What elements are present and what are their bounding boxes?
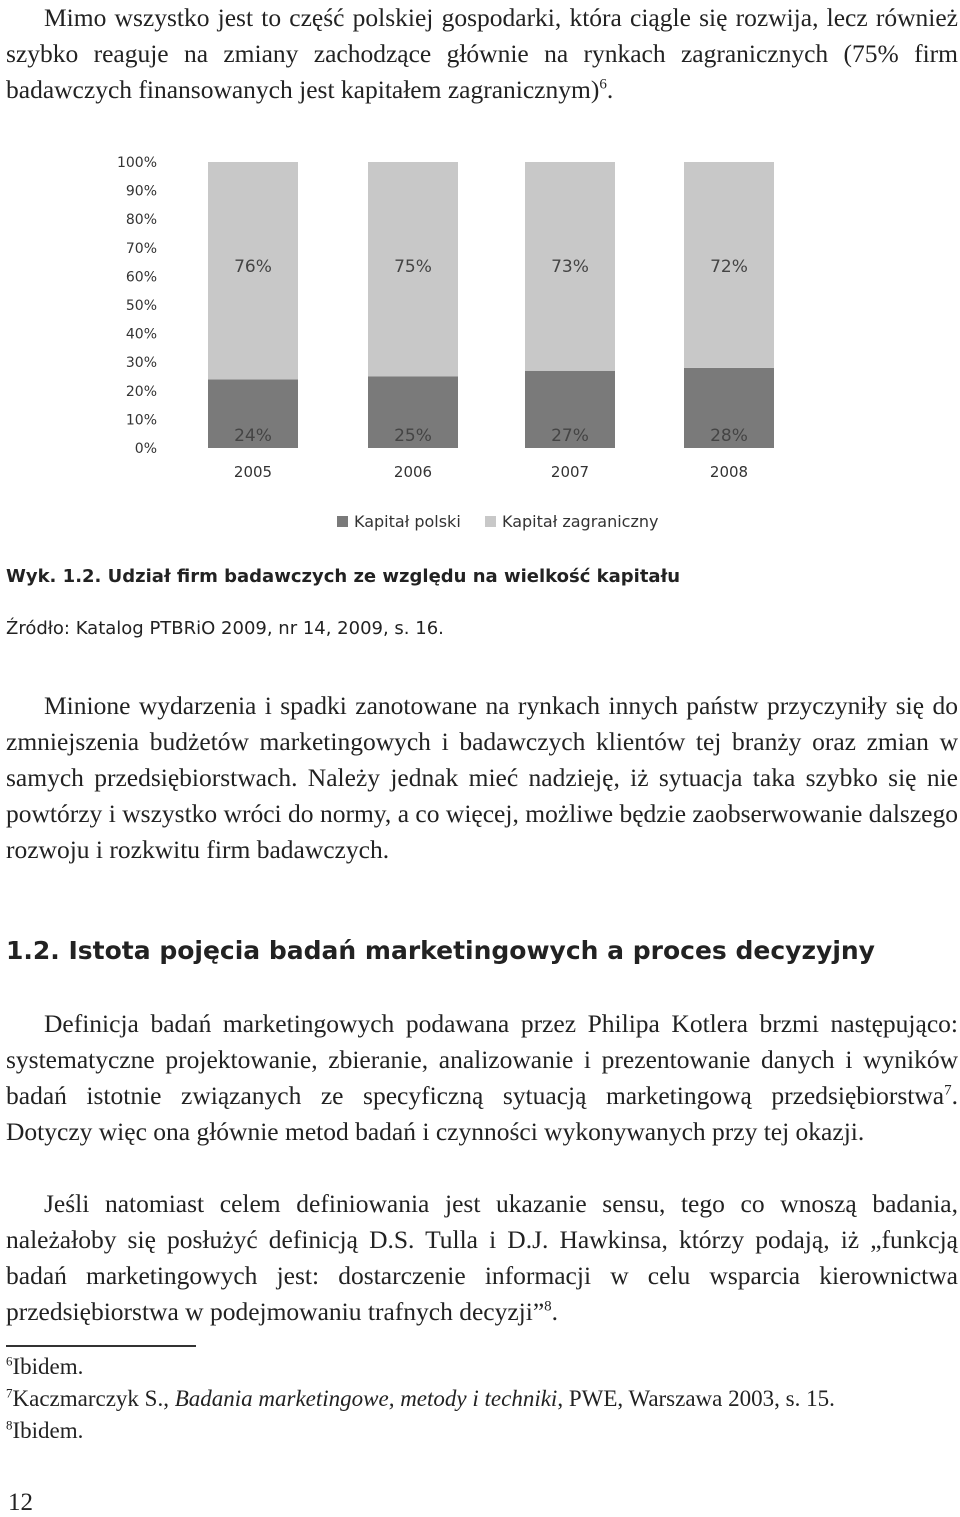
footnote-8 bbox=[6, 1418, 83, 1444]
y-tick-label: 90% bbox=[125, 183, 157, 200]
paragraph-intro-end: . bbox=[606, 75, 614, 104]
y-tick-label: 0% bbox=[134, 441, 157, 457]
y-tick-label: 60% bbox=[125, 269, 157, 286]
paragraph-definition-text: Definicja badań marketingowych podawana przez Philipa Kotlera brzmi następująco: systematyczne projektowanie, zbieranie, analizowanie i prezentowanie danych i wyników badań istotnie związanych ze specyficzną sytuacją marketingową przedsiębiorstwa bbox=[6, 1009, 958, 1110]
bars-group bbox=[208, 162, 774, 448]
data-label: 75% bbox=[394, 257, 432, 277]
x-tick-label: 2008 bbox=[709, 463, 749, 481]
y-axis bbox=[117, 155, 157, 457]
footnote-text: Ibidem. bbox=[12, 1354, 84, 1379]
legend-label: Kapitał polski bbox=[354, 512, 461, 531]
paragraph-events bbox=[6, 688, 958, 868]
chart-legend bbox=[337, 512, 658, 531]
data-label: 28% bbox=[710, 426, 748, 446]
footnote-number: 7 bbox=[6, 1385, 13, 1401]
figure-source: Źródło: Katalog PTBRiO 2009, nr 14, 2009, s. 16. bbox=[6, 618, 444, 639]
page-number: 12 bbox=[8, 1489, 33, 1516]
paragraph-events-text: Minione wydarzenia i spadki zanotowane na rynkach innych państw przyczyniły się do zmniejszenia budżetów marketingowych i badawczych klientów tej branży oraz zmian w samych przedsiębiorstwach. Należy jednak mieć nadzieję, iż sytuacja taka szybko się nie powtórzy i wszystko wróci do normy, a co więcej, możliwe będzie zaobserwowanie dalszego rozwoju i rozkwitu firm badawczych. bbox=[6, 691, 958, 864]
y-tick-label: 80% bbox=[125, 212, 157, 229]
paragraph-intro bbox=[6, 0, 958, 108]
footnote-6 bbox=[6, 1354, 83, 1380]
data-label: 72% bbox=[710, 257, 748, 277]
footnote-publisher: , PWE, Warszawa 2003, s. 15. bbox=[557, 1386, 835, 1411]
footnote-ref-8: 8 bbox=[544, 1298, 552, 1315]
footnote-ref-7: 7 bbox=[944, 1082, 952, 1099]
footnote-text: Kaczmarczyk S., bbox=[12, 1386, 175, 1411]
data-label: 25% bbox=[394, 426, 432, 446]
footnote-7 bbox=[6, 1386, 835, 1412]
footnote-ref-6: 6 bbox=[599, 76, 607, 93]
data-label: 73% bbox=[551, 257, 589, 277]
x-tick-label: 2007 bbox=[550, 463, 590, 481]
data-label: 27% bbox=[551, 426, 589, 446]
footnote-text: Ibidem. bbox=[12, 1418, 84, 1443]
x-tick-label: 2006 bbox=[393, 463, 433, 481]
footnote-number: 6 bbox=[6, 1353, 13, 1369]
figure-caption: Wyk. 1.2. Udział firm badawczych ze względu na wielkość kapitału bbox=[6, 566, 681, 587]
y-tick-label: 70% bbox=[125, 240, 157, 257]
footnote-book-title: Badania marketingowe, metody i techniki bbox=[174, 1386, 558, 1411]
paragraph-definition bbox=[6, 1006, 958, 1150]
x-axis bbox=[234, 463, 748, 481]
legend-swatch bbox=[337, 516, 348, 527]
paragraph-definition-end: . Dotyczy więc ona głównie metod badań i czynności wykonywanych przy tej okazji. bbox=[6, 1081, 958, 1146]
paragraph-tull-hawkins-text: Jeśli natomiast celem definiowania jest ukazanie sensu, tego co wnoszą badania, należałoby się posłużyć definicją D.S. Tulla i D.J. Hawkinsa, którzy podają, iż „funkcją badań marketingowych jest: dostarczenie informacji w celu wsparcia kierownictwa przedsiębiorstwa w podejmowaniu trafnych decyzji” bbox=[6, 1189, 958, 1326]
stacked-bar-chart bbox=[0, 140, 820, 540]
y-tick-label: 30% bbox=[125, 355, 157, 372]
y-tick-label: 10% bbox=[125, 412, 157, 429]
y-tick-label: 20% bbox=[125, 383, 157, 400]
footnote-divider bbox=[6, 1345, 196, 1347]
paragraph-tull-hawkins-end: . bbox=[551, 1297, 559, 1326]
legend-swatch bbox=[485, 516, 496, 527]
y-tick-label: 40% bbox=[125, 326, 157, 343]
data-label: 76% bbox=[234, 257, 272, 277]
legend-label: Kapitał zagraniczny bbox=[502, 512, 659, 531]
data-label: 24% bbox=[234, 426, 272, 446]
y-tick-label: 100% bbox=[116, 155, 157, 171]
section-heading: 1.2. Istota pojęcia badań marketingowych a proces decyzyjny bbox=[6, 936, 875, 965]
paragraph-intro-text: Mimo wszystko jest to część polskiej gospodarki, która ciągle się rozwija, lecz również szybko reaguje na zmiany zachodzące głównie na rynkach zagranicznych (75% firm badawczych finansowanych jest kapitałem zagranicznym) bbox=[6, 3, 958, 104]
paragraph-tull-hawkins bbox=[6, 1186, 958, 1330]
x-tick-label: 2005 bbox=[233, 463, 273, 481]
footnote-number: 8 bbox=[6, 1417, 13, 1433]
y-tick-label: 50% bbox=[125, 298, 157, 314]
